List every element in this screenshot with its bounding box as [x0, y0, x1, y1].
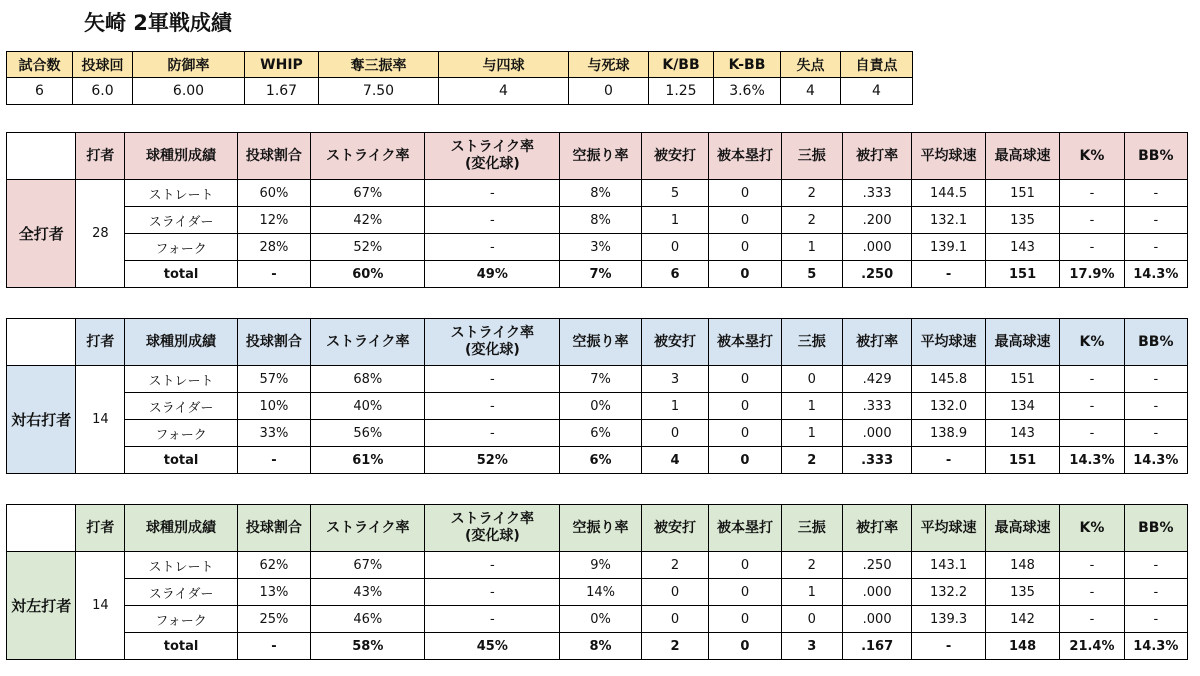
table-cell: -: [1124, 366, 1187, 393]
table-cell: 0: [781, 606, 842, 633]
header-pitch-type: 球種別成績: [125, 133, 237, 180]
pitch-row: [7, 606, 1188, 633]
summary-value: 6: [7, 78, 73, 105]
total-cell: 7%: [560, 261, 642, 288]
header-blank: [7, 133, 76, 180]
table-cell: 138.9: [912, 420, 985, 447]
table-cell: 132.1: [912, 207, 985, 234]
table-cell: フォーク: [125, 420, 237, 447]
total-cell: -: [237, 633, 310, 660]
total-cell: .333: [842, 447, 911, 474]
table-cell: 143: [985, 234, 1060, 261]
table-cell: 0: [641, 579, 708, 606]
header-cell: 空振り率: [560, 505, 642, 552]
total-row: [7, 447, 1188, 474]
table-cell: .000: [842, 579, 911, 606]
summary-header: 与四球: [439, 52, 569, 78]
header-cell: 被本塁打: [709, 319, 781, 366]
table-cell: 0: [709, 420, 781, 447]
total-cell: 17.9%: [1060, 261, 1124, 288]
header-breaking-strike-rate: [425, 133, 560, 180]
split-table: [6, 318, 1188, 474]
split-label: 対左打者: [7, 552, 76, 660]
table-cell: -: [1124, 393, 1187, 420]
summary-header: WHIP: [245, 52, 319, 78]
summary-table: [6, 51, 913, 105]
summary-value: 3.6%: [714, 78, 781, 105]
header-line: (変化球): [464, 156, 520, 172]
header-line: (変化球): [464, 528, 520, 544]
total-cell: 4: [641, 447, 708, 474]
total-cell: 148: [985, 633, 1060, 660]
summary-value: 1.67: [245, 78, 319, 105]
table-cell: .250: [842, 552, 911, 579]
split-label: 対右打者: [7, 366, 76, 474]
summary-header: 与死球: [569, 52, 649, 78]
summary-value: 4: [439, 78, 569, 105]
header-cell: 被打率: [842, 319, 911, 366]
table-cell: 3: [641, 366, 708, 393]
table-cell: ストレート: [125, 180, 237, 207]
table-cell: 40%: [311, 393, 425, 420]
page-title: 矢崎 2軍戦成績: [84, 11, 232, 35]
header-pitch-type: 球種別成績: [125, 505, 237, 552]
summary-header: 自責点: [841, 52, 913, 78]
header-strike-rate: ストライク率: [311, 505, 425, 552]
table-cell: 135: [985, 579, 1060, 606]
total-cell: 8%: [560, 633, 642, 660]
table-cell: -: [425, 420, 560, 447]
summary-value: 4: [781, 78, 841, 105]
total-cell: -: [237, 261, 310, 288]
pitch-row: [7, 579, 1188, 606]
header-cell: BB%: [1124, 505, 1187, 552]
table-cell: 0: [709, 579, 781, 606]
header-pitch-type: 球種別成績: [125, 319, 237, 366]
header-cell: 被打率: [842, 505, 911, 552]
table-cell: 0: [709, 180, 781, 207]
table-cell: 135: [985, 207, 1060, 234]
table-cell: 134: [985, 393, 1060, 420]
header-pitch-ratio: 投球割合: [237, 319, 310, 366]
table-cell: 139.3: [912, 606, 985, 633]
total-cell: 0: [709, 633, 781, 660]
header-cell: 三振: [781, 319, 842, 366]
pitch-row: [7, 234, 1188, 261]
table-cell: -: [1124, 552, 1187, 579]
table-cell: 67%: [311, 552, 425, 579]
table-cell: 148: [985, 552, 1060, 579]
total-cell: 61%: [311, 447, 425, 474]
summary-header: K/BB: [649, 52, 714, 78]
total-cell: 0: [709, 261, 781, 288]
table-cell: 3%: [560, 234, 642, 261]
pitch-row: [7, 207, 1188, 234]
total-cell: 2: [781, 447, 842, 474]
header-cell: 空振り率: [560, 133, 642, 180]
table-cell: 1: [781, 420, 842, 447]
header-strike-rate: ストライク率: [311, 133, 425, 180]
table-cell: 25%: [237, 606, 310, 633]
table-cell: 6%: [560, 420, 642, 447]
table-cell: 0%: [560, 393, 642, 420]
header-cell: 最高球速: [985, 505, 1060, 552]
header-cell: 被安打: [641, 319, 708, 366]
total-cell: -: [912, 447, 985, 474]
total-cell: 60%: [311, 261, 425, 288]
header-cell: 被打率: [842, 133, 911, 180]
total-cell: total: [125, 447, 237, 474]
pitch-row: [7, 393, 1188, 420]
header-cell: 被安打: [641, 133, 708, 180]
total-cell: .167: [842, 633, 911, 660]
table-cell: 1: [781, 234, 842, 261]
table-cell: -: [1060, 579, 1124, 606]
header-cell: 最高球速: [985, 133, 1060, 180]
header-cell: K%: [1060, 319, 1124, 366]
table-cell: 10%: [237, 393, 310, 420]
header-batters: 打者: [76, 319, 125, 366]
table-cell: 1: [641, 207, 708, 234]
table-cell: 52%: [311, 234, 425, 261]
table-cell: 132.0: [912, 393, 985, 420]
table-cell: -: [1124, 420, 1187, 447]
table-cell: 57%: [237, 366, 310, 393]
header-batters: 打者: [76, 505, 125, 552]
total-cell: 151: [985, 261, 1060, 288]
header-cell: 被本塁打: [709, 133, 781, 180]
pitch-row: [7, 366, 1188, 393]
table-cell: ストレート: [125, 552, 237, 579]
batters-count: 28: [76, 180, 125, 288]
header-cell: K%: [1060, 505, 1124, 552]
header-cell: 最高球速: [985, 319, 1060, 366]
table-cell: 1: [781, 579, 842, 606]
table-cell: 1: [781, 393, 842, 420]
table-cell: ストレート: [125, 366, 237, 393]
total-cell: 52%: [425, 447, 560, 474]
pitch-row: [7, 552, 1188, 579]
table-cell: 2: [781, 552, 842, 579]
header-line: ストライク率: [450, 139, 534, 155]
table-cell: 68%: [311, 366, 425, 393]
table-cell: .429: [842, 366, 911, 393]
summary-value: 0: [569, 78, 649, 105]
summary-header: 奪三振率: [319, 52, 439, 78]
header-cell: 三振: [781, 133, 842, 180]
table-cell: スライダー: [125, 207, 237, 234]
table-cell: 142: [985, 606, 1060, 633]
summary-value: 1.25: [649, 78, 714, 105]
header-cell: 空振り率: [560, 319, 642, 366]
summary-value: 6.00: [133, 78, 245, 105]
header-line: (変化球): [464, 342, 520, 358]
table-cell: .333: [842, 393, 911, 420]
table-cell: 62%: [237, 552, 310, 579]
summary-value-row: [7, 78, 913, 105]
table-cell: 2: [641, 552, 708, 579]
total-cell: -: [912, 261, 985, 288]
header-blank: [7, 319, 76, 366]
table-cell: 56%: [311, 420, 425, 447]
table-cell: 2: [781, 207, 842, 234]
table-cell: -: [425, 552, 560, 579]
table-cell: .000: [842, 234, 911, 261]
table-cell: スライダー: [125, 579, 237, 606]
total-cell: 0: [709, 447, 781, 474]
header-blank: [7, 505, 76, 552]
header-cell: 被安打: [641, 505, 708, 552]
table-cell: -: [425, 207, 560, 234]
table-cell: 0: [709, 393, 781, 420]
split-label: 全打者: [7, 180, 76, 288]
table-cell: 42%: [311, 207, 425, 234]
table-cell: 9%: [560, 552, 642, 579]
total-cell: -: [237, 447, 310, 474]
table-cell: -: [425, 579, 560, 606]
table-cell: 143.1: [912, 552, 985, 579]
header-cell: 平均球速: [912, 133, 985, 180]
total-cell: -: [912, 633, 985, 660]
header-breaking-strike-rate: [425, 319, 560, 366]
header-breaking-strike-rate: [425, 505, 560, 552]
header-cell: BB%: [1124, 133, 1187, 180]
table-cell: -: [425, 366, 560, 393]
header-line: ストライク率: [450, 325, 534, 341]
summary-header: 投球回: [73, 52, 133, 78]
table-cell: 5: [641, 180, 708, 207]
table-cell: -: [1060, 180, 1124, 207]
pitch-row: [7, 180, 1188, 207]
table-cell: 151: [985, 180, 1060, 207]
table-cell: -: [425, 393, 560, 420]
header-cell: K%: [1060, 133, 1124, 180]
total-cell: 58%: [311, 633, 425, 660]
table-cell: 0: [641, 420, 708, 447]
table-cell: -: [1060, 606, 1124, 633]
table-cell: 0%: [560, 606, 642, 633]
table-cell: 33%: [237, 420, 310, 447]
table-cell: フォーク: [125, 234, 237, 261]
split-header-row: [7, 319, 1188, 366]
table-cell: 0: [781, 366, 842, 393]
table-cell: 0: [641, 606, 708, 633]
summary-header-row: [7, 52, 913, 78]
table-cell: -: [425, 234, 560, 261]
table-cell: 143: [985, 420, 1060, 447]
table-cell: 0: [709, 366, 781, 393]
table-cell: -: [1124, 234, 1187, 261]
table-cell: -: [425, 606, 560, 633]
table-cell: フォーク: [125, 606, 237, 633]
split-table: [6, 504, 1188, 660]
table-cell: 14%: [560, 579, 642, 606]
table-cell: -: [1124, 579, 1187, 606]
summary-header: 試合数: [7, 52, 73, 78]
table-cell: 0: [709, 552, 781, 579]
table-cell: -: [1124, 180, 1187, 207]
split-header-row: [7, 505, 1188, 552]
header-cell: 平均球速: [912, 319, 985, 366]
table-cell: .000: [842, 606, 911, 633]
table-cell: 46%: [311, 606, 425, 633]
table-cell: 144.5: [912, 180, 985, 207]
table-cell: -: [1124, 207, 1187, 234]
total-cell: 5: [781, 261, 842, 288]
table-cell: 60%: [237, 180, 310, 207]
header-strike-rate: ストライク率: [311, 319, 425, 366]
total-cell: 49%: [425, 261, 560, 288]
table-cell: -: [1060, 420, 1124, 447]
total-cell: .250: [842, 261, 911, 288]
table-cell: 0: [641, 234, 708, 261]
summary-header: 失点: [781, 52, 841, 78]
table-cell: .333: [842, 180, 911, 207]
table-cell: 0: [709, 207, 781, 234]
split-table: [6, 132, 1188, 288]
table-cell: -: [1060, 207, 1124, 234]
total-cell: 6%: [560, 447, 642, 474]
summary-value: 6.0: [73, 78, 133, 105]
table-cell: -: [1060, 366, 1124, 393]
table-cell: 12%: [237, 207, 310, 234]
total-cell: 6: [641, 261, 708, 288]
header-cell: 被本塁打: [709, 505, 781, 552]
table-cell: 43%: [311, 579, 425, 606]
batters-count: 14: [76, 552, 125, 660]
pitch-row: [7, 420, 1188, 447]
table-cell: 8%: [560, 207, 642, 234]
total-cell: total: [125, 633, 237, 660]
table-cell: 2: [781, 180, 842, 207]
total-cell: 14.3%: [1124, 447, 1187, 474]
total-cell: 3: [781, 633, 842, 660]
split-header-row: [7, 133, 1188, 180]
table-cell: -: [1060, 552, 1124, 579]
total-cell: 14.3%: [1124, 633, 1187, 660]
table-cell: .200: [842, 207, 911, 234]
total-cell: 14.3%: [1060, 447, 1124, 474]
header-pitch-ratio: 投球割合: [237, 133, 310, 180]
header-cell: BB%: [1124, 319, 1187, 366]
total-cell: 2: [641, 633, 708, 660]
header-pitch-ratio: 投球割合: [237, 505, 310, 552]
total-cell: 14.3%: [1124, 261, 1187, 288]
summary-value: 7.50: [319, 78, 439, 105]
table-cell: 7%: [560, 366, 642, 393]
table-cell: -: [425, 180, 560, 207]
total-row: [7, 261, 1188, 288]
summary-header: 防御率: [133, 52, 245, 78]
total-cell: 21.4%: [1060, 633, 1124, 660]
table-cell: 1: [641, 393, 708, 420]
table-cell: 139.1: [912, 234, 985, 261]
total-cell: total: [125, 261, 237, 288]
total-row: [7, 633, 1188, 660]
table-cell: 8%: [560, 180, 642, 207]
table-cell: 0: [709, 606, 781, 633]
table-cell: 13%: [237, 579, 310, 606]
table-cell: 132.2: [912, 579, 985, 606]
table-cell: スライダー: [125, 393, 237, 420]
summary-value: 4: [841, 78, 913, 105]
table-cell: .000: [842, 420, 911, 447]
batters-count: 14: [76, 366, 125, 474]
table-cell: 67%: [311, 180, 425, 207]
table-cell: -: [1060, 393, 1124, 420]
total-cell: 151: [985, 447, 1060, 474]
table-cell: -: [1124, 606, 1187, 633]
header-batters: 打者: [76, 133, 125, 180]
total-cell: 45%: [425, 633, 560, 660]
table-cell: -: [1060, 234, 1124, 261]
header-cell: 平均球速: [912, 505, 985, 552]
table-cell: 0: [709, 234, 781, 261]
table-cell: 151: [985, 366, 1060, 393]
table-cell: 145.8: [912, 366, 985, 393]
header-cell: 三振: [781, 505, 842, 552]
summary-header: K-BB: [714, 52, 781, 78]
header-line: ストライク率: [450, 511, 534, 527]
table-cell: 28%: [237, 234, 310, 261]
